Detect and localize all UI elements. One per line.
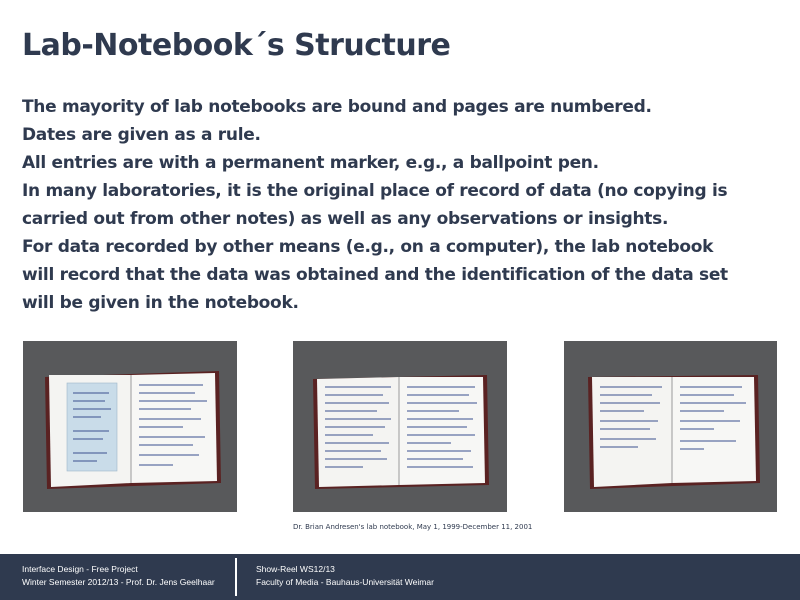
body-line: All entries are with a permanent marker, e.g., a ballpoint pen.: [22, 153, 599, 173]
body-line: will be given in the notebook.: [22, 293, 299, 313]
body-line: For data recorded by other means (e.g., on a computer), the lab notebook: [22, 237, 714, 257]
notebook-photo-3: [564, 341, 777, 512]
footer-bar: [0, 554, 800, 600]
footer-faculty-info: [256, 563, 434, 589]
body-line: will record that the data was obtained and the identification of the data set: [22, 265, 728, 285]
footer-course-info: [22, 563, 215, 589]
footer-showreel: Show-Reel WS12/13: [256, 564, 335, 574]
slide-title: Lab-Notebook´s Structure: [22, 28, 451, 63]
notebook-photo-2: [293, 341, 507, 512]
footer-semester: Winter Semester 2012/13 - Prof. Dr. Jens Geelhaar: [22, 577, 215, 587]
footer-faculty: Faculty of Media - Bauhaus-Universität Weimar: [256, 577, 434, 587]
footer-course-title: Interface Design - Free Project: [22, 564, 138, 574]
notebook-photo-1: [23, 341, 237, 512]
slide-body: [22, 93, 782, 317]
photo-caption: Dr. Brian Andresen's lab notebook, May 1, 1999-December 11, 2001: [293, 523, 533, 531]
footer-divider: [235, 558, 237, 596]
body-line: Dates are given as a rule.: [22, 125, 261, 145]
body-line: carried out from other notes) as well as any observations or insights.: [22, 209, 669, 229]
body-line: The mayority of lab notebooks are bound and pages are numbered.: [22, 97, 652, 117]
body-line: In many laboratories, it is the original place of record of data (no copying is: [22, 181, 728, 201]
